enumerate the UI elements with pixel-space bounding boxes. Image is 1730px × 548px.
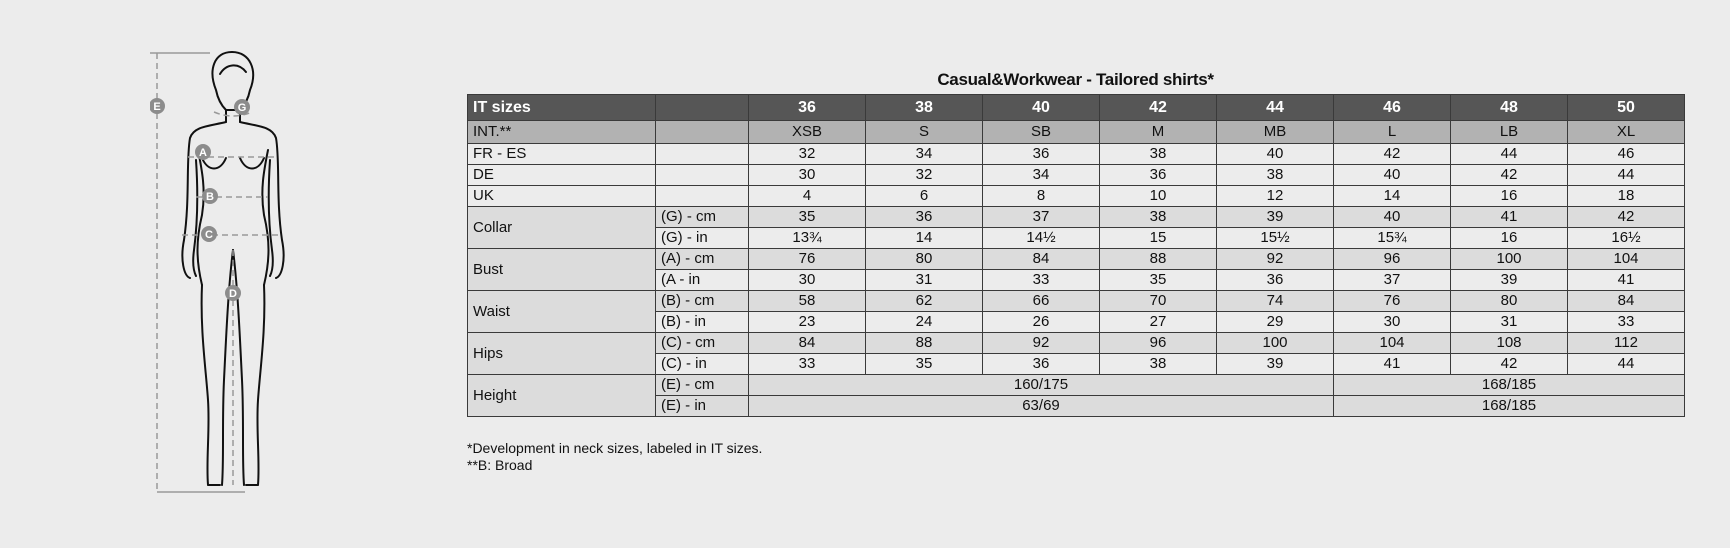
value-cell: 4: [749, 186, 866, 207]
value-cell: 39: [1217, 354, 1334, 375]
value-cell: 41: [1568, 270, 1685, 291]
table-row: [468, 144, 1685, 165]
unit-label: (G) - in: [656, 228, 749, 249]
value-cell: 84: [983, 249, 1100, 270]
value-cell: 96: [1334, 249, 1451, 270]
value-cell: 14: [866, 228, 983, 249]
group-label-height: Height: [468, 375, 656, 417]
value-cell: 10: [1100, 186, 1217, 207]
row-label: UK: [468, 186, 656, 207]
size-header-cell: 42: [1100, 95, 1217, 121]
value-cell: 27: [1100, 312, 1217, 333]
value-cell: 37: [1334, 270, 1451, 291]
value-cell: 44: [1568, 354, 1685, 375]
value-cell: 46: [1568, 144, 1685, 165]
value-cell: 42: [1451, 165, 1568, 186]
value-cell: 24: [866, 312, 983, 333]
value-cell: 35: [866, 354, 983, 375]
value-cell: 39: [1451, 270, 1568, 291]
value-cell: 34: [866, 144, 983, 165]
value-cell: 36: [983, 144, 1100, 165]
unit-label: (B) - in: [656, 312, 749, 333]
int-size-cell: MB: [1217, 121, 1334, 144]
row-blank: [656, 186, 749, 207]
height-range-small: 63/69: [749, 396, 1334, 417]
value-cell: 112: [1568, 333, 1685, 354]
int-row: [468, 121, 1685, 144]
marker-g: [234, 99, 250, 115]
marker-e-label: E: [153, 101, 161, 113]
value-cell: 41: [1451, 207, 1568, 228]
value-cell: 31: [1451, 312, 1568, 333]
value-cell: 16: [1451, 186, 1568, 207]
marker-d: [225, 285, 241, 301]
value-cell: 80: [1451, 291, 1568, 312]
row-label: DE: [468, 165, 656, 186]
header-blank: [656, 95, 749, 121]
group-label-bust: Bust: [468, 249, 656, 291]
value-cell: 39: [1217, 207, 1334, 228]
header-label: IT sizes: [468, 95, 656, 121]
table-title: Casual&Workwear - Tailored shirts*: [937, 70, 1214, 89]
value-cell: 74: [1217, 291, 1334, 312]
size-header-cell: 48: [1451, 95, 1568, 121]
value-cell: 96: [1100, 333, 1217, 354]
value-cell: 66: [983, 291, 1100, 312]
measurement-row: [468, 207, 1685, 228]
value-cell: 76: [1334, 291, 1451, 312]
unit-label: (B) - cm: [656, 291, 749, 312]
value-cell: 37: [983, 207, 1100, 228]
footnote-development: *Development in neck sizes, labeled in IT sizes.: [467, 440, 763, 456]
value-cell: 36: [1217, 270, 1334, 291]
size-header-cell: 36: [749, 95, 866, 121]
value-cell: 30: [749, 165, 866, 186]
marker-c-label: C: [205, 229, 213, 241]
value-cell: 13¾: [749, 228, 866, 249]
marker-b: [202, 188, 218, 204]
value-cell: 16½: [1568, 228, 1685, 249]
height-range-small: 160/175: [749, 375, 1334, 396]
value-cell: 6: [866, 186, 983, 207]
int-size-cell: L: [1334, 121, 1451, 144]
value-cell: 42: [1568, 207, 1685, 228]
marker-b-label: B: [206, 191, 214, 203]
value-cell: 70: [1100, 291, 1217, 312]
marker-d-label: D: [229, 288, 237, 300]
height-row: [468, 375, 1685, 396]
value-cell: 84: [1568, 291, 1685, 312]
value-cell: 18: [1568, 186, 1685, 207]
int-size-cell: SB: [983, 121, 1100, 144]
unit-label: (E) - cm: [656, 375, 749, 396]
row-blank: [656, 165, 749, 186]
value-cell: 80: [866, 249, 983, 270]
size-header-cell: 46: [1334, 95, 1451, 121]
value-cell: 26: [983, 312, 1100, 333]
value-cell: 15½: [1217, 228, 1334, 249]
value-cell: 41: [1334, 354, 1451, 375]
value-cell: 38: [1100, 144, 1217, 165]
value-cell: 32: [866, 165, 983, 186]
value-cell: 33: [1568, 312, 1685, 333]
value-cell: 14: [1334, 186, 1451, 207]
size-header-cell: 44: [1217, 95, 1334, 121]
value-cell: 58: [749, 291, 866, 312]
int-blank: [656, 121, 749, 144]
value-cell: 36: [866, 207, 983, 228]
marker-a: [195, 144, 211, 160]
value-cell: 84: [749, 333, 866, 354]
value-cell: 36: [983, 354, 1100, 375]
measurement-row: [468, 249, 1685, 270]
size-chart-table: [467, 94, 1685, 417]
value-cell: 88: [866, 333, 983, 354]
int-size-cell: XL: [1568, 121, 1685, 144]
value-cell: 104: [1568, 249, 1685, 270]
unit-label: (C) - in: [656, 354, 749, 375]
value-cell: 36: [1100, 165, 1217, 186]
unit-label: (E) - in: [656, 396, 749, 417]
int-size-cell: LB: [1451, 121, 1568, 144]
footnote-broad: **B: Broad: [467, 457, 533, 473]
table-row: [468, 165, 1685, 186]
measurement-row: [468, 333, 1685, 354]
value-cell: 15: [1100, 228, 1217, 249]
value-cell: 8: [983, 186, 1100, 207]
size-header-cell: 50: [1568, 95, 1685, 121]
marker-e: [150, 98, 165, 114]
value-cell: 40: [1334, 165, 1451, 186]
header-row: [468, 95, 1685, 121]
row-blank: [656, 144, 749, 165]
value-cell: 44: [1568, 165, 1685, 186]
value-cell: 44: [1451, 144, 1568, 165]
group-label-collar: Collar: [468, 207, 656, 249]
marker-a-label: A: [199, 147, 207, 159]
unit-label: (C) - cm: [656, 333, 749, 354]
value-cell: 88: [1100, 249, 1217, 270]
size-header-cell: 38: [866, 95, 983, 121]
value-cell: 38: [1100, 207, 1217, 228]
table-row: [468, 186, 1685, 207]
value-cell: 35: [1100, 270, 1217, 291]
value-cell: 33: [749, 354, 866, 375]
value-cell: 76: [749, 249, 866, 270]
body-measurement-figure: [150, 40, 310, 500]
value-cell: 40: [1334, 207, 1451, 228]
value-cell: 100: [1451, 249, 1568, 270]
height-range-large: 168/185: [1334, 396, 1685, 417]
group-label-hips: Hips: [468, 333, 656, 375]
row-label: FR - ES: [468, 144, 656, 165]
int-size-cell: XSB: [749, 121, 866, 144]
value-cell: 92: [983, 333, 1100, 354]
value-cell: 30: [1334, 312, 1451, 333]
value-cell: 35: [749, 207, 866, 228]
unit-label: (G) - cm: [656, 207, 749, 228]
int-size-cell: S: [866, 121, 983, 144]
value-cell: 16: [1451, 228, 1568, 249]
value-cell: 34: [983, 165, 1100, 186]
value-cell: 62: [866, 291, 983, 312]
int-label: INT.**: [468, 121, 656, 144]
value-cell: 31: [866, 270, 983, 291]
marker-g-label: G: [237, 102, 247, 114]
unit-label: (A - in: [656, 270, 749, 291]
value-cell: 30: [749, 270, 866, 291]
measurement-row: [468, 291, 1685, 312]
value-cell: 38: [1217, 165, 1334, 186]
size-header-cell: 40: [983, 95, 1100, 121]
value-cell: 104: [1334, 333, 1451, 354]
marker-c: [201, 226, 217, 242]
group-label-waist: Waist: [468, 291, 656, 333]
value-cell: 108: [1451, 333, 1568, 354]
value-cell: 92: [1217, 249, 1334, 270]
value-cell: 33: [983, 270, 1100, 291]
int-size-cell: M: [1100, 121, 1217, 144]
value-cell: 32: [749, 144, 866, 165]
value-cell: 42: [1451, 354, 1568, 375]
size-table-body: [468, 95, 1685, 417]
value-cell: 15¾: [1334, 228, 1451, 249]
footnotes: [467, 440, 762, 474]
value-cell: 14½: [983, 228, 1100, 249]
value-cell: 100: [1217, 333, 1334, 354]
height-range-large: 168/185: [1334, 375, 1685, 396]
value-cell: 42: [1334, 144, 1451, 165]
value-cell: 38: [1100, 354, 1217, 375]
unit-label: (A) - cm: [656, 249, 749, 270]
value-cell: 40: [1217, 144, 1334, 165]
value-cell: 23: [749, 312, 866, 333]
value-cell: 29: [1217, 312, 1334, 333]
value-cell: 12: [1217, 186, 1334, 207]
